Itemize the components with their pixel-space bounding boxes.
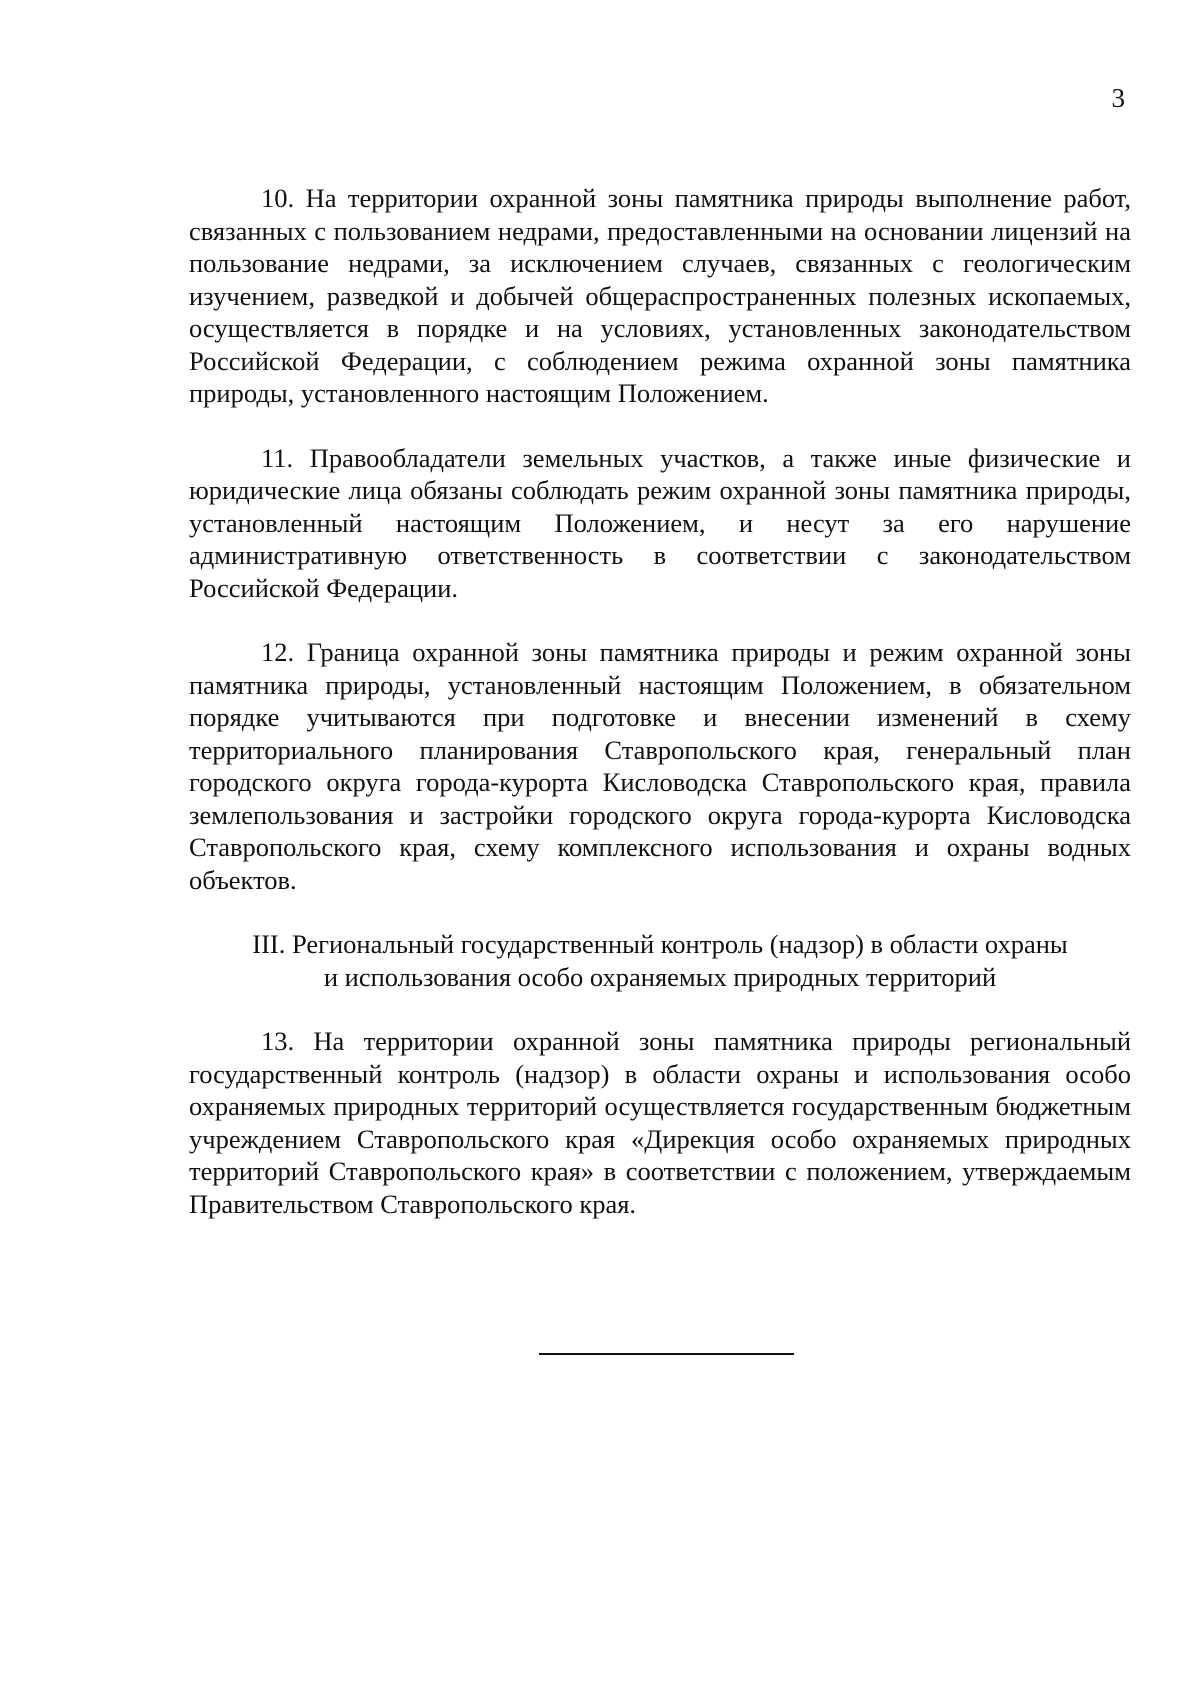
section-heading-iii: III. Региональный государственный контроль (надзор) в области охраны и использования особо охраняемых природных территорий: [252, 929, 1068, 992]
page-number: 3: [1111, 83, 1125, 113]
paragraph-10: 10. На территории охранной зоны памятника природы выполнение работ, связанных с пользованием недрами, предоставленными на основании лицензий на пользование недрами, за исключением случаев, связанных с геологическим изучением, разведкой и добычей общераспространенных полезных ископаемых, осуществляется в порядке и на условиях, установленных законодательством Российской Федерации, с соблюдением режима охранной зоны памятника природы, установленного настоящим Положением.: [189, 183, 1131, 408]
document-body: [189, 182, 1131, 1220]
paragraph-11: 11. Правообладатели земельных участков, а также иные физические и юридические лица обязаны соблюдать режим охранной зоны памятника природы, установленный настоящим Положением, и несут за его нарушение административную ответственность в соответствии с законодательством Российской Федерации.: [189, 442, 1131, 603]
paragraph-13: 13. На территории охранной зоны памятника природы региональный государственный контроль (надзор) в области охраны и использования особо охраняемых природных территорий осуществляется государственным бюджетным учреждением Ставропольского края «Дирекция особо охраняемых природных территорий Ставропольского края» в соответствии с положением, утверждаемым Правительством Ставропольского края.: [189, 1026, 1131, 1219]
end-of-document-rule: [539, 1353, 794, 1355]
paragraph-12: 12. Граница охранной зоны памятника природы и режим охранной зоны памятника природы, установленный настоящим Положением, в обязательном порядке учитываются при подготовке и внесении изменений в схему территориального планирования Ставропольского края, генеральный план городского округа города-курорта Кисловодска Ставропольского края, правила землепользования и застройки городского округа города-курорта Кисловодска Ставропольского края, схему комплексного использования и охраны водных объектов.: [189, 637, 1131, 895]
